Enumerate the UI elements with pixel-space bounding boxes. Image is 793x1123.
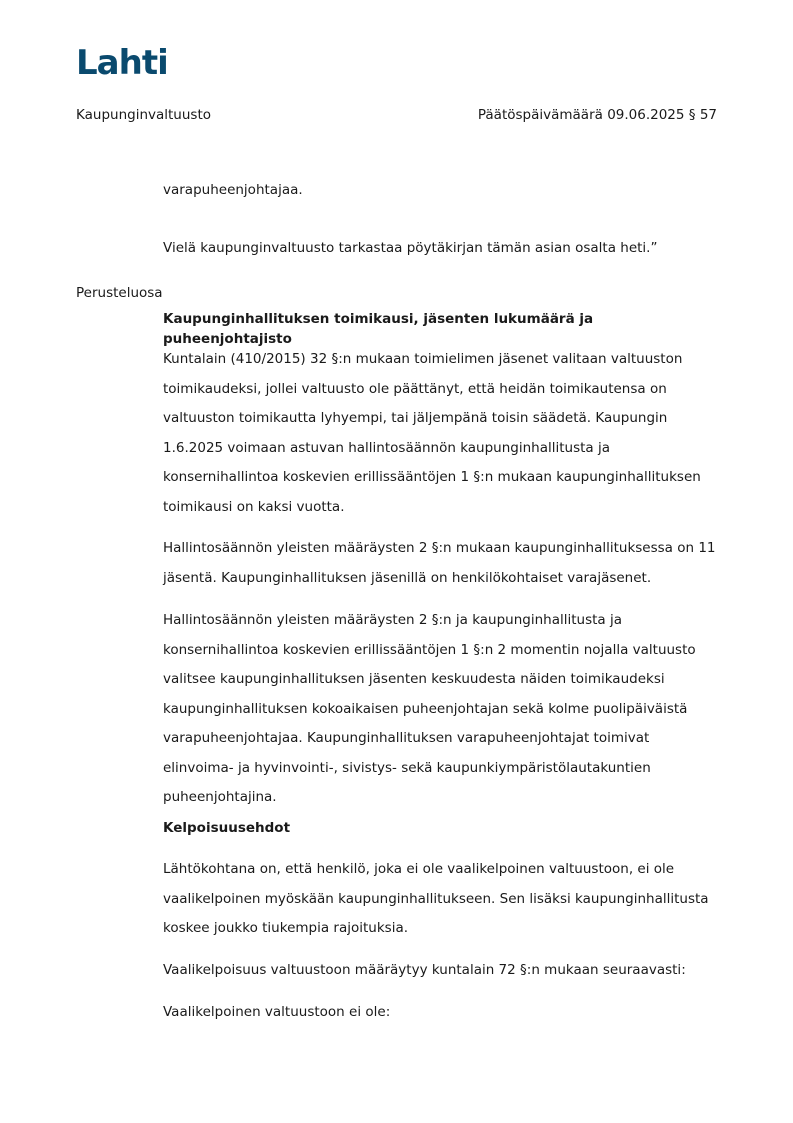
section-term-board [163,309,723,349]
eligibility-paragraph-2: Vaalikelpoisuus valtuustoon määräytyy kuntalain 72 §:n mukaan seuraavasti: [163,962,686,978]
eligibility-paragraph-2-block [163,956,723,986]
decision-date: Päätöspäivämäärä 09.06.2025 § 57 [477,107,717,123]
section-eligibility [163,818,723,838]
intro-block-2 [163,234,723,264]
eligibility-paragraph-1-block [163,855,723,944]
intro-paragraph-2: Vielä kaupunginvaltuusto tarkastaa pöytäkirjan tämän asian osalta heti.” [163,240,658,256]
intro-block [163,176,723,206]
eligibility-paragraph-3-block [163,998,723,1028]
lahti-logo: Lahti [76,43,168,83]
term-paragraph-2-block [163,534,723,593]
term-paragraph-3: Hallintosäännön yleisten määräysten 2 §:n ja kaupunginhallitusta ja konsernihallintoa koskevien erillissääntöjen 1 §:n 2 momentin nojalla valtuusto valitsee kaupunginhallituksen jäsenten keskuudesta näiden toimikaudeksi kaupunginhallituksen kokoaikaisen puheenjohtajan sekä kolme puolipäiväistä varapuheenjohtajaa. Kaupunginhallituksen varapuheenjohtajat toimivat elinvoima- ja hyvinvointi-, sivistys- sekä kaupunkiympäristölautakuntien puheenjohtajina. [163,612,696,805]
term-paragraph-3-block [163,606,723,813]
term-paragraph-1: Kuntalain (410/2015) 32 §:n mukaan toimielimen jäsenet valitaan valtuuston toimikaudeksi, jollei valtuusto ole päättänyt, että heidän toimikautensa on valtuuston toimikautta lyhyempi, tai jäljempänä toisin säädetä. Kaupungin 1.6.2025 voimaan astuvan hallintosäännön kaupunginhallitusta ja konsernihallintoa koskevien erillissääntöjen 1 §:n mukaan kaupunginhallituksen toimikausi on kaksi vuotta. [163,351,701,515]
eligibility-paragraph-1: Lähtökohtana on, että henkilö, joka ei ole vaalikelpoinen valtuustoon, ei ole vaalikelpoinen myöskään kaupunginhallitukseen. Sen lisäksi kaupunginhallitusta koskee joukko tiukempia rajoituksia. [163,861,709,936]
organ-name: Kaupunginvaltuusto [76,107,212,123]
term-paragraph-2: Hallintosäännön yleisten määräysten 2 §:n mukaan kaupunginhallituksessa on 11 jäsentä. Kaupunginhallituksen jäsenillä on henkilökohtaiset varajäsenet. [163,540,716,586]
term-paragraph-1-block [163,345,723,522]
intro-paragraph-1: varapuheenjohtajaa. [163,182,303,198]
section-heading-term: Kaupunginhallituksen toimikausi, jäsenten lukumäärä ja puheenjohtajisto [163,311,594,347]
section-heading-eligibility: Kelpoisuusehdot [163,820,291,836]
eligibility-paragraph-3: Vaalikelpoinen valtuustoon ei ole: [163,1004,391,1020]
section-label: Perusteluosa [76,285,163,301]
